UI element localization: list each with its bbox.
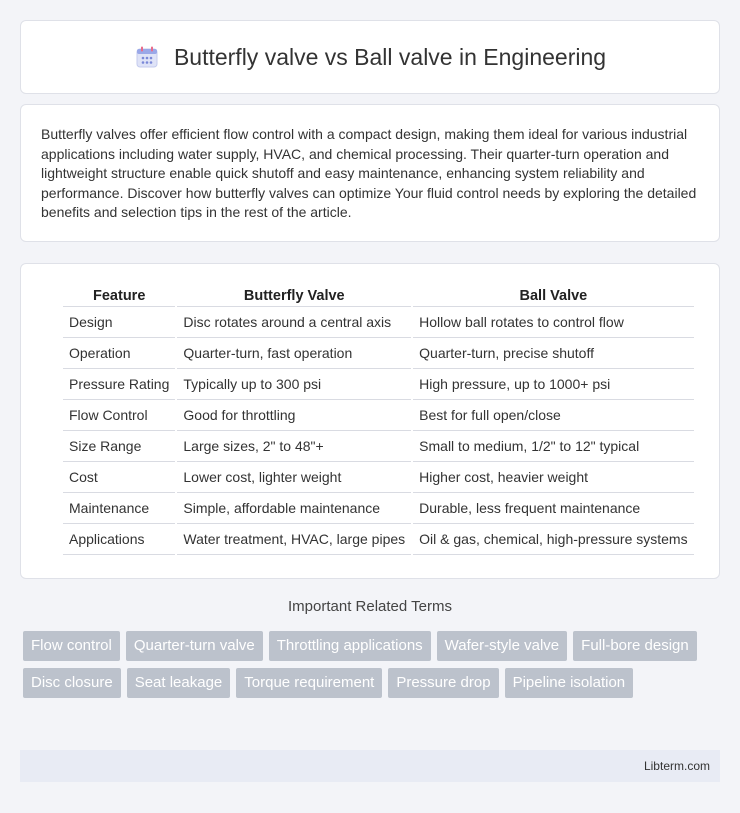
table-cell: Lower cost, lighter weight bbox=[177, 462, 411, 493]
page-title: Butterfly valve vs Ball valve in Engineering bbox=[173, 43, 607, 70]
related-terms-title: Important Related Terms bbox=[288, 598, 452, 615]
table-cell: Disc rotates around a central axis bbox=[177, 307, 411, 338]
related-terms-list bbox=[23, 631, 723, 698]
tag-quarter-turn-valve[interactable]: Quarter-turn valve bbox=[126, 631, 263, 661]
table-cell: Quarter-turn, fast operation bbox=[177, 338, 411, 369]
header-feature: Feature bbox=[63, 284, 175, 307]
header-butterfly-valve: Butterfly Valve bbox=[177, 284, 411, 307]
table-cell: Pressure Rating bbox=[63, 369, 175, 400]
table-cell: High pressure, up to 1000+ psi bbox=[413, 369, 693, 400]
table-cell: Higher cost, heavier weight bbox=[413, 462, 693, 493]
table-cell: Cost bbox=[63, 462, 175, 493]
header-ball-valve: Ball Valve bbox=[413, 284, 693, 307]
table-cell: Applications bbox=[63, 524, 175, 555]
table-cell: Large sizes, 2" to 48"+ bbox=[177, 431, 411, 462]
table-cell: Design bbox=[63, 307, 175, 338]
tag-full-bore-design[interactable]: Full-bore design bbox=[573, 631, 697, 661]
footer bbox=[20, 750, 720, 782]
table-cell: Best for full open/close bbox=[413, 400, 693, 431]
tag-flow-control[interactable]: Flow control bbox=[23, 631, 120, 661]
table-cell: Water treatment, HVAC, large pipes bbox=[177, 524, 411, 555]
table-cell: Quarter-turn, precise shutoff bbox=[413, 338, 693, 369]
tag-pipeline-isolation[interactable]: Pipeline isolation bbox=[505, 668, 634, 698]
tag-seat-leakage[interactable]: Seat leakage bbox=[127, 668, 231, 698]
table-row bbox=[63, 369, 694, 400]
table-row bbox=[63, 462, 694, 493]
table-header-row bbox=[63, 284, 694, 307]
table-cell: Maintenance bbox=[63, 493, 175, 524]
intro-card bbox=[20, 104, 720, 242]
table-cell: Simple, affordable maintenance bbox=[177, 493, 411, 524]
table-cell: Typically up to 300 psi bbox=[177, 369, 411, 400]
tag-disc-closure[interactable]: Disc closure bbox=[23, 668, 121, 698]
table-row bbox=[63, 524, 694, 555]
tag-wafer-style-valve[interactable]: Wafer-style valve bbox=[437, 631, 567, 661]
intro-paragraph: Butterfly valves offer efficient flow control with a compact design, making them ideal for various industrial applications including water supply, HVAC, and chemical processing. Their quarter-turn operation and lightweight structure enable quick shutoff and easy maintenance, enhancing system reliability and performance. Discover how butterfly valves can optimize Your fluid control needs by exploring the detailed benefits and selection tips in the rest of the article. bbox=[41, 126, 697, 221]
comparison-card bbox=[20, 263, 720, 579]
table-row bbox=[63, 400, 694, 431]
table-cell: Oil & gas, chemical, high-pressure systems bbox=[413, 524, 693, 555]
comparison-table bbox=[61, 284, 696, 555]
table-cell: Small to medium, 1/2" to 12" typical bbox=[413, 431, 693, 462]
table-row bbox=[63, 338, 694, 369]
header-card bbox=[20, 20, 720, 94]
tag-pressure-drop[interactable]: Pressure drop bbox=[388, 668, 498, 698]
footer-site-link[interactable]: Libterm.com bbox=[643, 759, 710, 773]
table-cell: Durable, less frequent maintenance bbox=[413, 493, 693, 524]
tag-throttling-applications[interactable]: Throttling applications bbox=[269, 631, 431, 661]
table-cell: Flow Control bbox=[63, 400, 175, 431]
table-row bbox=[63, 493, 694, 524]
calendar-icon bbox=[134, 44, 160, 70]
table-cell: Hollow ball rotates to control flow bbox=[413, 307, 693, 338]
table-row bbox=[63, 307, 694, 338]
table-row bbox=[63, 431, 694, 462]
table-cell: Operation bbox=[63, 338, 175, 369]
tag-torque-requirement[interactable]: Torque requirement bbox=[236, 668, 382, 698]
table-cell: Good for throttling bbox=[177, 400, 411, 431]
table-cell: Size Range bbox=[63, 431, 175, 462]
